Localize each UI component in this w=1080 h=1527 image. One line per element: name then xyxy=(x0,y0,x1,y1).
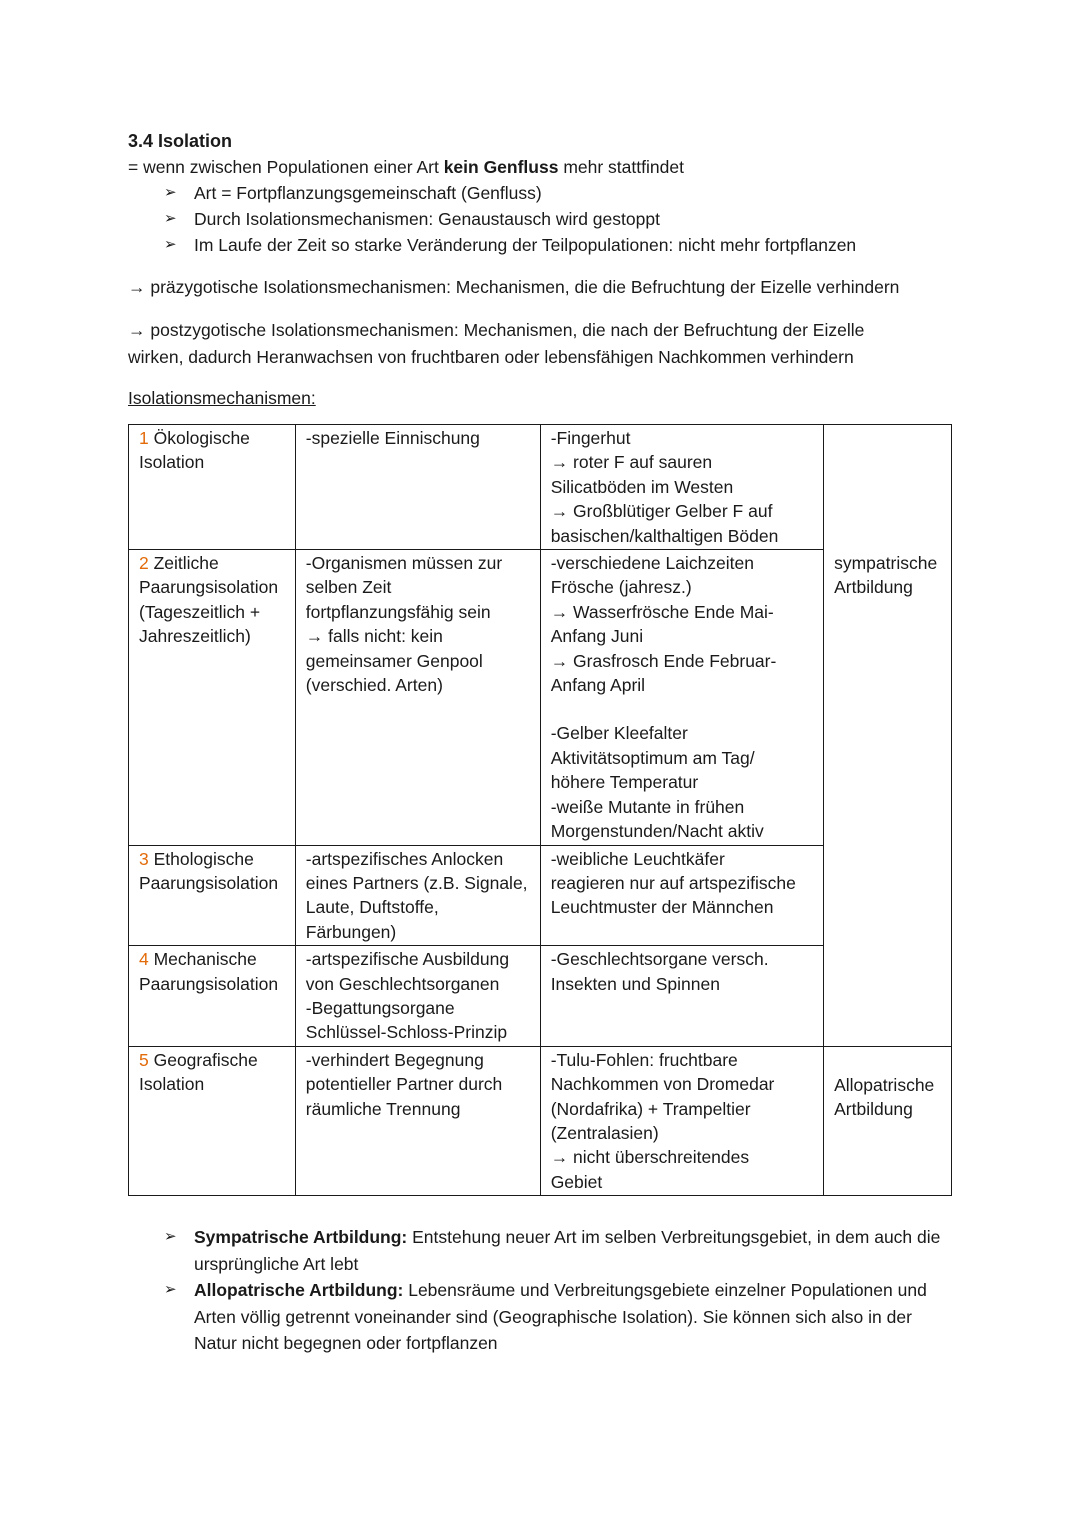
text-line: räumliche Trennung xyxy=(305,1098,461,1119)
text-line: gemeinsamer Genpool xyxy=(305,650,483,671)
text-line: Anfang Juni xyxy=(550,626,644,647)
text-line: fortpflanzungsfähig sein xyxy=(305,601,491,622)
text-line: Morgenstunden/Nacht aktiv xyxy=(550,821,764,842)
text-line: Paarungsisolation xyxy=(139,577,279,598)
summary-list xyxy=(128,1224,958,1357)
text-line: -artspezifische Ausbildung xyxy=(305,949,510,970)
mechanism-number: 5 xyxy=(139,1049,149,1070)
description-cell xyxy=(295,1046,540,1195)
text-line: -Geschlechtsorgane versch. xyxy=(550,949,769,970)
text-line: sympatrische xyxy=(834,552,938,573)
list-item: ➢ Sympatrische Artbildung: Entstehung neuer Art im selben Verbreitungsgebiet, in dem auch die ursprüngliche Art lebt xyxy=(164,1224,958,1277)
text-line: Laute, Duftstoffe, xyxy=(305,897,439,918)
text-line: Färbungen) xyxy=(305,921,397,942)
mechanism-name-cell xyxy=(129,946,296,1047)
text-line: -verschiedene Laichzeiten xyxy=(550,553,755,574)
speciation-cell-sympatric xyxy=(824,550,952,1047)
list-item: ➢ Allopatrische Artbildung: Lebensräume und Verbreitungsgebiete einzelner Populationen und Arten völlig getrennt voneinander sind (Geographische Isolation). Sie können sich also in der Natur nicht begegnen oder fortpflanzen xyxy=(164,1277,958,1357)
text-line: Schlüssel-Schloss-Prinzip xyxy=(305,1022,508,1043)
text-line: -Gelber Kleefalter xyxy=(550,723,688,744)
table-heading: Isolationsmechanismen: xyxy=(128,388,316,408)
list-item: ➢ Art = Fortpflanzungsgemeinschaft (Genfluss) xyxy=(164,180,958,206)
text-line: Jahreszeitlich) xyxy=(139,626,251,647)
text-line: Allopatrische xyxy=(834,1074,935,1095)
text-line: Silicatböden im Westen xyxy=(550,476,734,497)
example-cell xyxy=(540,1046,823,1195)
text-line: selben Zeit xyxy=(305,577,392,598)
list-item: ➢ Im Laufe der Zeit so starke Veränderung der Teilpopulationen: nicht mehr fortpflanzen xyxy=(164,232,958,258)
text-line: Gebiet xyxy=(550,1171,603,1192)
text-line: -Begattungsorgane xyxy=(305,997,455,1018)
text-line: → nicht überschreitendes xyxy=(550,1147,750,1168)
text-line: (Tageszeitlich + xyxy=(139,601,261,622)
text-line: Anfang April xyxy=(550,675,646,696)
text-line: wirken, dadurch Heranwachsen von fruchtbaren oder lebensfähigen Nachkommen verhindern xyxy=(128,347,854,367)
text-line: → postzygotische Isolationsmechanismen: Mechanismen, die nach der Befruchtung der Eizelle xyxy=(128,320,865,340)
text-line: 2 Zeitliche xyxy=(139,553,219,574)
speciation-cell xyxy=(824,425,952,550)
prezygotic-paragraph: → präzygotische Isolationsmechanismen: Mechanismen, die die Befruchtung der Eizelle verhindern xyxy=(128,277,900,297)
text-line: → Wasserfrösche Ende Mai- xyxy=(550,601,774,622)
text-line: Isolation xyxy=(139,452,205,473)
bullet-arrow-icon: ➢ xyxy=(164,184,177,201)
text-line: -Tulu-Fohlen: fruchtbare xyxy=(550,1049,738,1070)
mechanism-name-cell xyxy=(129,845,296,946)
description-cell xyxy=(295,946,540,1047)
postzygotic-paragraph xyxy=(128,317,958,371)
description-cell xyxy=(295,425,540,550)
text-line: → roter F auf sauren xyxy=(550,452,713,473)
table-row xyxy=(129,550,952,845)
text-line: höhere Temperatur xyxy=(550,772,699,793)
mechanism-number: 4 xyxy=(139,949,149,970)
text-line: -verhindert Begegnung xyxy=(305,1049,484,1070)
speciation-cell-allopatric xyxy=(824,1046,952,1195)
bullet-arrow-icon: ➢ xyxy=(164,236,177,253)
definition-bullets xyxy=(128,180,958,258)
document-page xyxy=(128,128,958,1353)
text-line: Isolation xyxy=(139,1074,205,1095)
text-line: 3 Ethologische xyxy=(139,848,254,869)
definition: = wenn zwischen Populationen einer Art kein Genfluss mehr stattfindet xyxy=(128,157,684,177)
isolation-mechanisms-table xyxy=(128,424,952,1196)
bullet-arrow-icon: ➢ xyxy=(164,210,177,227)
text-line: (Zentralasien) xyxy=(550,1122,659,1143)
text-line: -weiße Mutante in frühen xyxy=(550,796,745,817)
description-cell xyxy=(295,550,540,845)
text-line: Artbildung xyxy=(834,1099,913,1120)
table-row xyxy=(129,1046,952,1195)
example-cell xyxy=(540,946,823,1047)
example-cell xyxy=(540,550,823,845)
bullet-arrow-icon: ➢ xyxy=(164,1228,177,1245)
text-line: Frösche (jahresz.) xyxy=(550,577,692,598)
text-line: 5 Geografische xyxy=(139,1049,258,1070)
text-line: (verschied. Arten) xyxy=(305,675,443,696)
text-line: Leuchtmuster der Männchen xyxy=(550,897,774,918)
bullet-arrow-icon: ➢ xyxy=(164,1281,177,1298)
description-cell xyxy=(295,845,540,946)
text-line: potentieller Partner durch xyxy=(305,1074,503,1095)
text-line: Artbildung xyxy=(834,576,913,597)
mechanism-number: 2 xyxy=(139,553,149,574)
text-line: Paarungsisolation xyxy=(139,973,279,994)
text-line: Paarungsisolation xyxy=(139,872,279,893)
text-line: 4 Mechanische xyxy=(139,949,257,970)
text-line: eines Partners (z.B. Signale, xyxy=(305,872,528,893)
summary-term: Sympatrische Artbildung: xyxy=(194,1227,408,1247)
text-line: Insekten und Spinnen xyxy=(550,973,720,994)
list-item: ➢ Durch Isolationsmechanismen: Genaustausch wird gestoppt xyxy=(164,206,958,232)
mechanism-number: 3 xyxy=(139,848,149,869)
table-row xyxy=(129,425,952,550)
text-line: -Fingerhut xyxy=(550,428,631,448)
definition-bold: kein Genfluss xyxy=(443,157,559,177)
mechanism-name-cell xyxy=(129,1046,296,1195)
text-line: -weibliche Leuchtkäfer xyxy=(550,848,725,869)
mechanism-number: 1 xyxy=(139,428,149,448)
text-line: reagieren nur auf artspezifische xyxy=(550,872,796,893)
text-line: → Großblütiger Gelber F auf xyxy=(550,501,773,522)
text-line: 1 Ökologische xyxy=(139,428,250,448)
text-line: Nachkommen von Dromedar xyxy=(550,1074,775,1095)
summary-term: Allopatrische Artbildung: xyxy=(194,1280,404,1300)
mechanism-name-cell xyxy=(129,550,296,845)
example-cell xyxy=(540,425,823,550)
summary-section xyxy=(128,1224,958,1357)
text-line: → falls nicht: kein xyxy=(305,626,443,647)
text-line: basischen/kalthaltigen Böden xyxy=(550,525,779,546)
text-line: -artspezifisches Anlocken xyxy=(305,848,504,869)
text-line: von Geschlechtsorganen xyxy=(305,973,500,994)
text-line: → Grasfrosch Ende Februar- xyxy=(550,650,777,671)
text-line: -Organismen müssen zur xyxy=(305,553,503,574)
mechanism-name-cell xyxy=(129,425,296,550)
text-line: -spezielle Einnischung xyxy=(305,428,480,448)
example-cell xyxy=(540,845,823,946)
text-line: Aktivitätsoptimum am Tag/ xyxy=(550,747,755,768)
text-line: (Nordafrika) + Trampeltier xyxy=(550,1098,751,1119)
section-title: 3.4 Isolation xyxy=(128,131,233,151)
